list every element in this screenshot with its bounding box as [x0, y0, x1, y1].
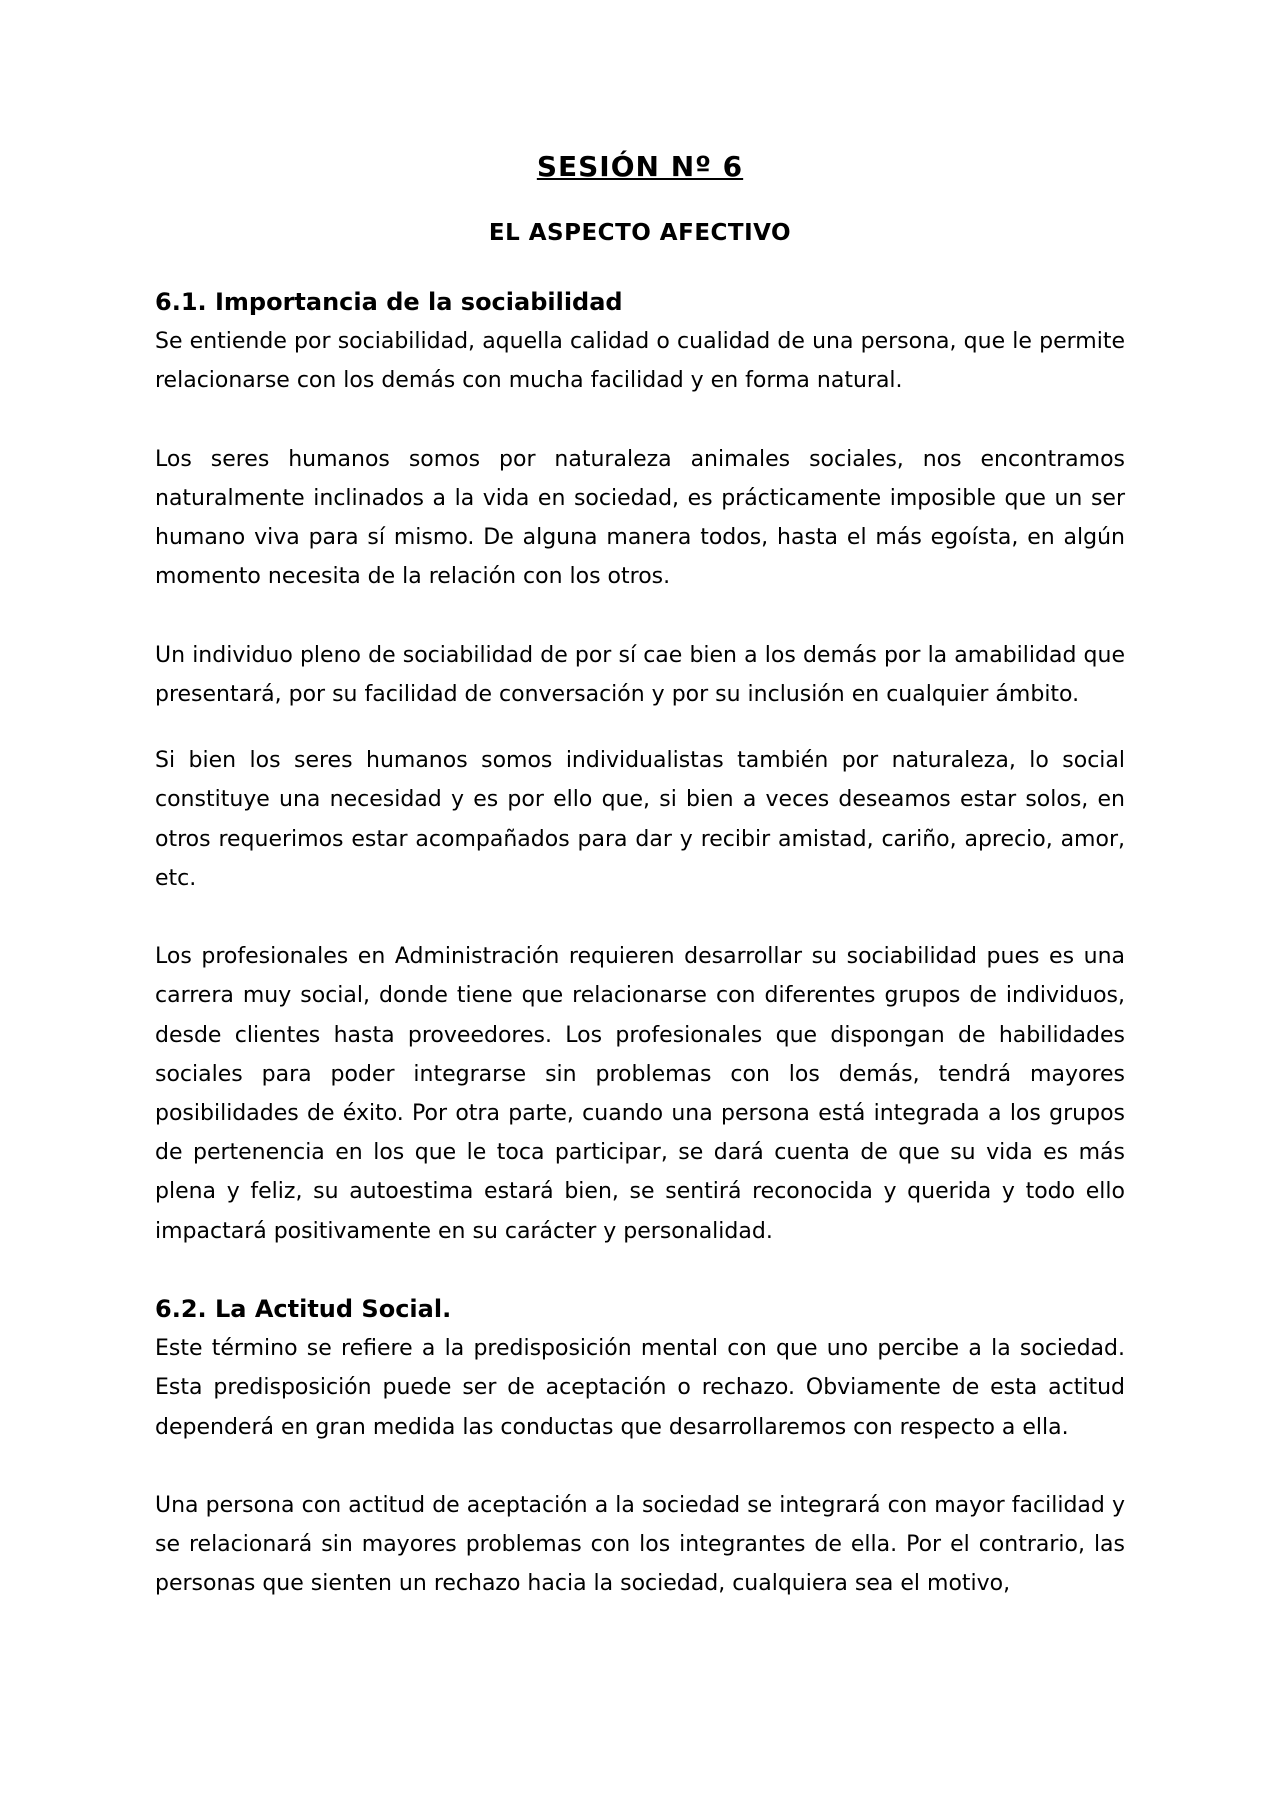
session-title: SESIÓN Nº 6 [536, 150, 744, 183]
paragraph: Si bien los seres humanos somos individualistas también por naturaleza, lo social constituye una necesidad y es por ello que, si bien a veces deseamos estar solos, en otros requerimos estar acompañados para dar y recibir amistad, cariño, aprecio, amor, etc. [155, 748, 1125, 891]
paragraph: Este término se refiere a la predisposición mental con que uno percibe a la sociedad. Esta predisposición puede ser de aceptación o rechazo. Obviamente de esta actitud dependerá en gran medida las conductas que desarrollaremos con respecto a ella. [155, 1336, 1125, 1440]
document-body [155, 283, 1125, 1604]
paragraph: Una persona con actitud de aceptación a la sociedad se integrará con mayor facilidad y se relacionará sin mayores problemas con los integrantes de ella. Por el contrario, las personas que sienten un rechazo hacia la sociedad, cualquiera sea el motivo, [155, 1493, 1125, 1597]
paragraph: Los profesionales en Administración requieren desarrollar su sociabilidad pues es una carrera muy social, donde tiene que relacionarse con diferentes grupos de individuos, desde clientes hasta proveedores. Los profesionales que dispongan de habilidades sociales para poder integrarse sin problemas con los demás, tendrá mayores posibilidades de éxito. Por otra parte, cuando una persona está integrada a los grupos de pertenencia en los que le toca participar, se dará cuenta de que su vida es más plena y feliz, su autoestima estará bien, se sentirá reconocida y querida y todo ello impactará positivamente en su carácter y personalidad. [155, 944, 1125, 1244]
paragraph: Los seres humanos somos por naturaleza animales sociales, nos encontramos naturalmente inclinados a la vida en sociedad, es prácticamente imposible que un ser humano viva para sí mismo. De alguna manera todos, hasta el más egoísta, en algún momento necesita de la relación con los otros. [155, 446, 1125, 590]
section-heading-6-1: 6.1. Importancia de la sociabilidad [155, 288, 623, 316]
session-subtitle: EL ASPECTO AFECTIVO [488, 220, 792, 246]
paragraph: Un individuo pleno de sociabilidad de por sí cae bien a los demás por la amabilidad que presentará, por su facilidad de conversación y por su inclusión en cualquier ámbito. [155, 642, 1125, 707]
section-heading-6-2: 6.2. La Actitud Social. [155, 1295, 452, 1324]
paragraph: Se entiende por sociabilidad, aquella calidad o cualidad de una persona, que le permite relacionarse con los demás con mucha facilidad y en forma natural. [155, 329, 1125, 394]
